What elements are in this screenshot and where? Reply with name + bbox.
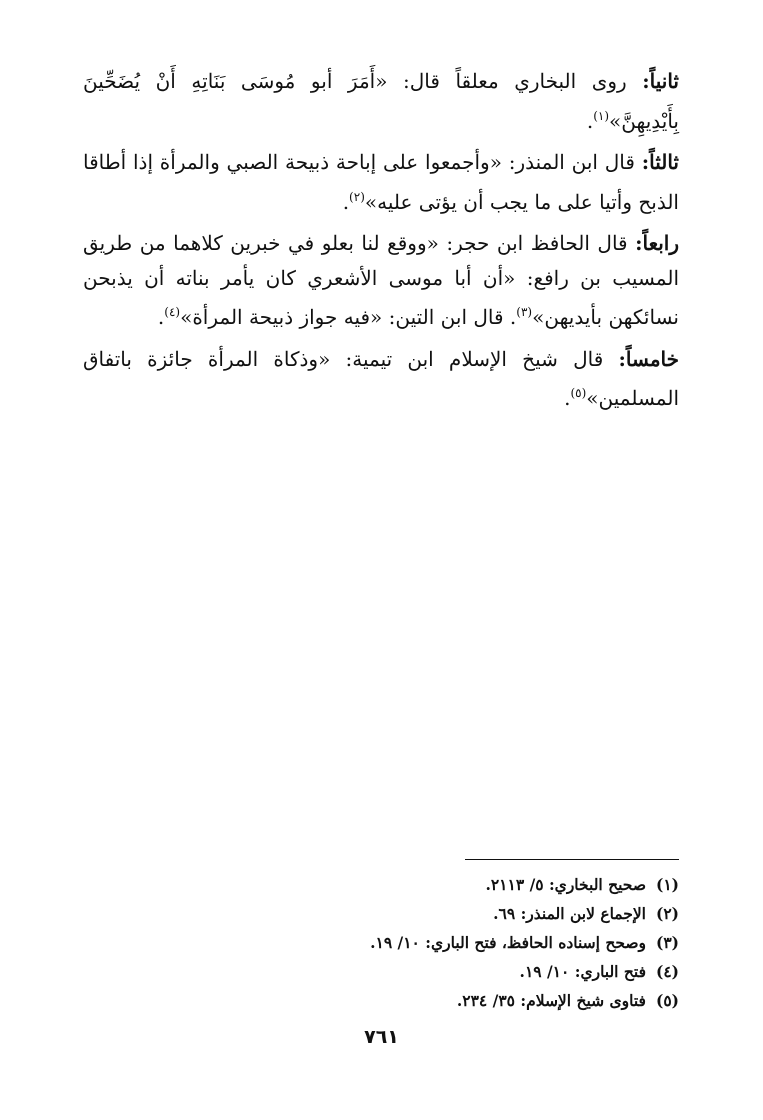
footnote-text: وصحح إسناده الحافظ، فتح الباري: ١٠/ ١٩.: [370, 933, 646, 952]
paragraph-second: [83, 64, 679, 138]
paragraph-text: روى البخاري معلقاً قال: «أَمَرَ أبو مُوسَى بَنَاتِهِ أَنْ يُضَحِّينَ بِأَيْدِيهِنَّ»: [83, 69, 679, 133]
paragraph-text: قال ابن المنذر: «وأجمعوا على إباحة ذبيحة الصبي والمرأة إذا أطاقا الذبح وأتيا على ما يجب أن يؤتى عليه»: [83, 150, 679, 214]
paragraph-lead: ثالثاً:: [641, 150, 679, 174]
footnote-ref: (٣): [516, 305, 533, 319]
footnote-item: [179, 957, 679, 986]
page-number: ٧٦١: [364, 1026, 399, 1048]
paragraph-end: .: [342, 189, 350, 214]
footnote-text: فتح الباري: ١٠/ ١٩.: [519, 962, 646, 981]
footnote-number: (٣): [655, 933, 679, 952]
footnote-text: فتاوى شيخ الإسلام: ٣٥/ ٢٣٤.: [456, 991, 646, 1010]
footnote-text: الإجماع لابن المنذر: ٦٩.: [493, 904, 646, 923]
footnotes: [179, 870, 679, 1015]
footnote-text: صحيح البخاري: ٥/ ٢١١٣.: [485, 875, 646, 894]
paragraph-third: [83, 145, 679, 219]
paragraph-end: .: [157, 305, 165, 329]
footnote-number: (٥): [655, 991, 679, 1010]
footnote-item: [179, 928, 679, 957]
footnote-number: (٤): [655, 962, 679, 981]
paragraph-end: .: [586, 108, 594, 133]
paragraph-fourth: [83, 226, 679, 335]
footnote-number: (١): [655, 875, 679, 894]
footnote-item: [179, 870, 679, 899]
paragraph-fifth: [83, 342, 679, 416]
main-text: [83, 64, 679, 423]
paragraph-text: قال الحافظ ابن حجر: «ووقع لنا بعلو في خبرين كلاهما من طريق المسيب بن رافع: «أن أبا موسى الأشعري كان يأمر بناته أن يذبحن نسائكهن بأيديهن»: [83, 231, 679, 329]
paragraph-text-continued: . قال ابن التين: «فيه جواز ذبيحة المرأة»: [180, 305, 517, 329]
footnote-item: [179, 899, 679, 928]
footnote-ref: (١): [593, 108, 610, 123]
footnote-separator: [465, 859, 679, 860]
paragraph-lead: ثانياً:: [642, 69, 679, 93]
paragraph-lead: رابعاً:: [635, 231, 679, 255]
footnote-ref: (٢): [349, 189, 365, 204]
paragraph-lead: خامساً:: [618, 346, 679, 371]
paragraph-end: .: [564, 386, 571, 410]
paragraph-text: قال شيخ الإسلام ابن تيمية: «وذكاة المرأة جائزة باتفاق المسلمين»: [83, 346, 679, 410]
footnote-item: [179, 986, 679, 1015]
footnote-number: (٢): [655, 904, 679, 923]
footnote-ref: (٥): [570, 386, 587, 400]
footnote-ref: (٤): [164, 305, 181, 319]
